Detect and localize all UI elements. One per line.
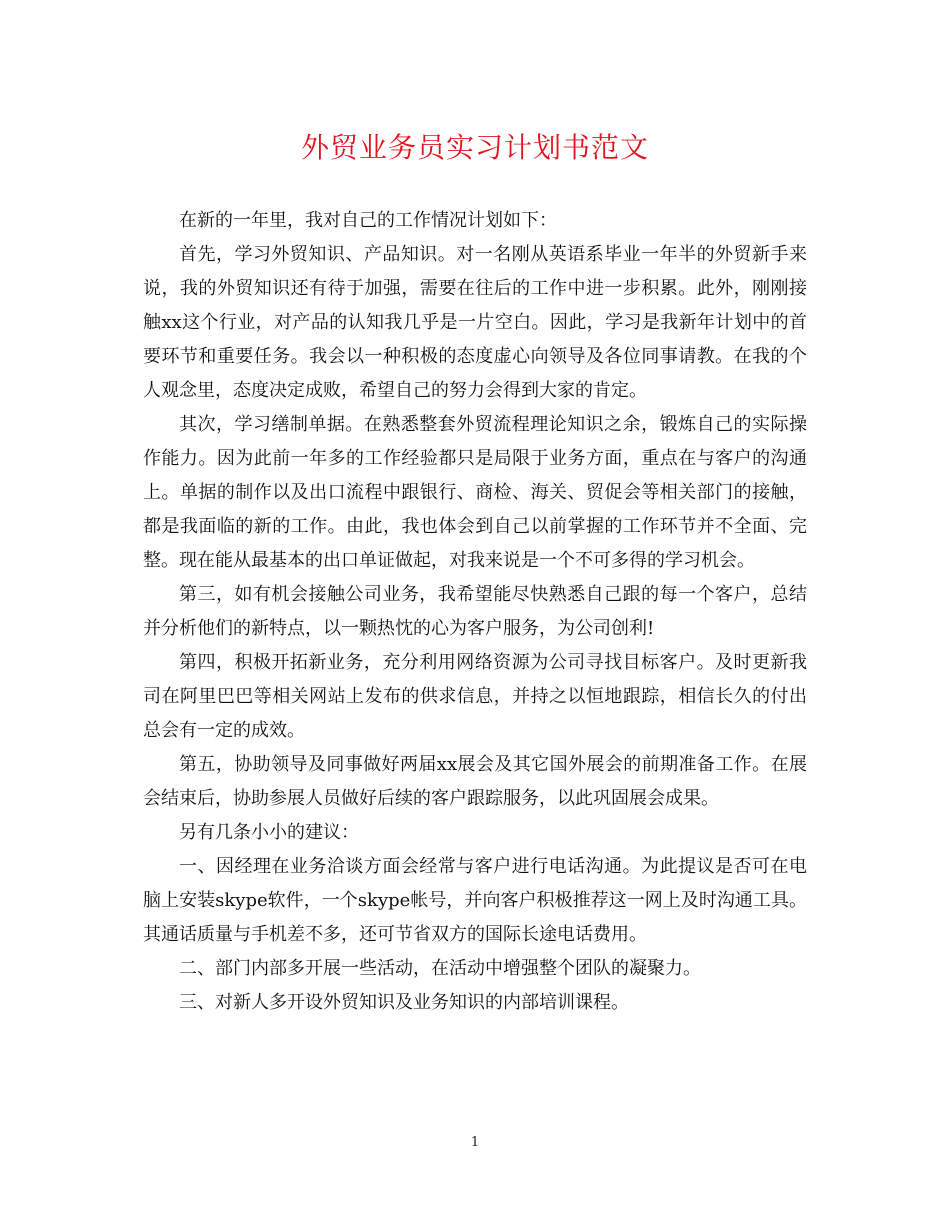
page-number: 1 (470, 1135, 480, 1150)
paragraph-suggestion-two: 二、部门内部多开展一些活动，在活动中增强整个团队的凝聚力。 (179, 958, 701, 979)
paragraph-fifth: 第五，协助领导及同事做好两届xx展会及其它国外展会的前期准备工作。在展会结束后，协助参展人员做好后续的客户跟踪服务，以此巩固展会成果。 (143, 754, 807, 809)
paragraph-fourth: 第四，积极开拓新业务，充分利用网络资源为公司寻找目标客户。及时更新我司在阿里巴巴等相关网站上发布的供求信息，并持之以恒地跟踪，相信长久的付出总会有一定的成效。 (143, 652, 807, 741)
paragraph-suggestion-three: 三、对新人多开设外贸知识及业务知识的内部培训课程。 (179, 992, 629, 1013)
paragraph-suggestion-one: 一、因经理在业务洽谈方面会经常与客户进行电话沟通。为此提议是否可在电脑上安装skype软件，一个skype帐号，并向客户积极推荐这一网上及时沟通工具。其通话质量与手机差不多，还可节省双方的国际长途电话费用。 (143, 856, 807, 945)
paragraph-first: 首先，学习外贸知识、产品知识。对一名刚从英语系毕业一年半的外贸新手来说，我的外贸知识还有待于加强，需要在往后的工作中进一步积累。此外，刚刚接触xx这个行业，对产品的认知我几乎是一片空白。因此，学习是我新年计划中的首要环节和重要任务。我会以一种积极的态度虚心向领导及各位同事请教。在我的个人观念里，态度决定成败，希望自己的努力会得到大家的肯定。 (143, 244, 807, 401)
document-title: 外贸业务员实习计划书范文 (300, 131, 649, 164)
document-body (143, 204, 807, 1020)
paragraph-second: 其次，学习缮制单据。在熟悉整套外贸流程理论知识之余，锻炼自己的实际操作能力。因为此前一年多的工作经验都只是局限于业务方面，重点在与客户的沟通上。单据的制作以及出口流程中跟银行、商检、海关、贸促会等相关部门的接触，都是我面临的新的工作。由此，我也体会到自己以前掌握的工作环节并不全面、完整。现在能从最基本的出口单证做起，对我来说是一个不可多得的学习机会。 (143, 414, 807, 571)
paragraph-intro: 在新的一年里，我对自己的工作情况计划如下： (179, 210, 557, 231)
paragraph-suggestions-intro: 另有几条小小的建议： (179, 822, 359, 843)
paragraph-third: 第三，如有机会接触公司业务，我希望能尽快熟悉自己跟的每一个客户，总结并分析他们的新特点，以一颗热忱的心为客户服务，为公司创利! (143, 584, 807, 639)
